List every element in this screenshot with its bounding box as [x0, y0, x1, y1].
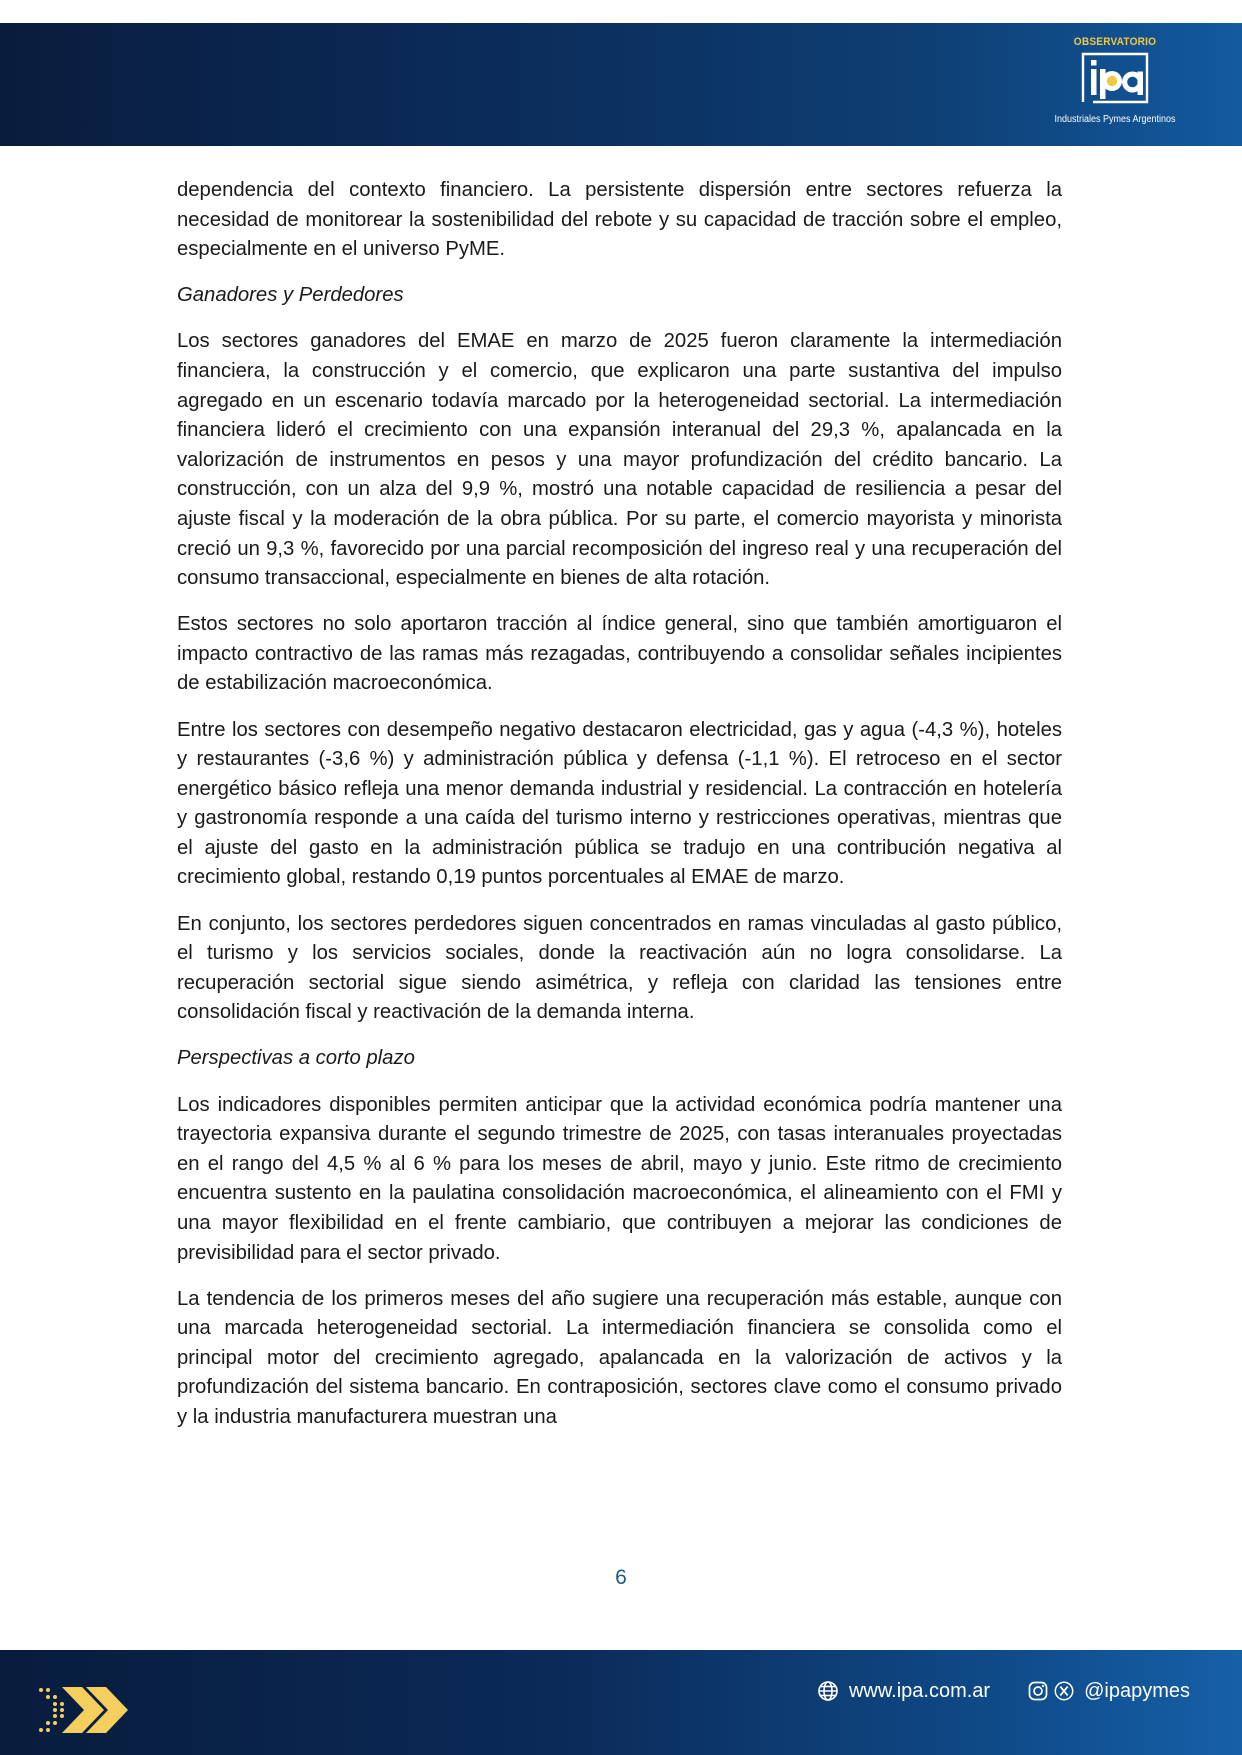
ipa-logo — [1055, 36, 1205, 136]
website-link[interactable] — [817, 1680, 990, 1703]
x-icon[interactable] — [1054, 1681, 1074, 1701]
social-handle: @ipapymes — [1084, 1679, 1190, 1702]
paragraph: Los indicadores disponibles permiten anticipar que la actividad económica podría mantener una trayectoria expansiva durante el segundo trimestre de 2025, con tasas interanuales proyectadas en el rango del 4,5 % al 6 % para los meses de abril, mayo y junio. Este ritmo de crecimiento encuentra sustento en la paulatina consolidación macroeconómica, el alineamiento con el FMI y una mayor flexibilidad en el frente cambiario, que contribuyen a mejorar las condiciones de previsibilidad para el sector privado. — [177, 1093, 1062, 1264]
ipa-logo-mark-icon — [1081, 52, 1149, 104]
paragraph: La tendencia de los primeros meses del año sugiere una recuperación más estable, aunque con una marcada heterogeneidad sectorial. La intermediación financiera se consolida como el principal motor del crecimiento agregado, apalancada en la valorización de activos y la profundización del sistema bancario. En contraposición, sectores clave como el consumo privado y la industria manufacturera muestran una — [177, 1287, 1062, 1428]
double-chevron-arrow-icon — [38, 1687, 128, 1733]
document-body — [177, 176, 1062, 1449]
footer-links — [817, 1676, 1190, 1706]
section-heading-perspectivas: Perspectivas a corto plazo — [177, 1047, 415, 1070]
paragraph: Entre los sectores con desempeño negativo destacaron electricidad, gas y agua (-4,3 %), hoteles y restaurantes (-3,6 %) y administración pública y defensa (-1,1 %). El retroceso en el sector energético básico refleja una menor demanda industrial y residencial. La contracción en hotelería y gastronomía responde a una caída del turismo interno y restricciones operativas, mientras que el ajuste del gasto en la administración pública se tradujo en una contribución negativa al crecimiento global, restando 0,19 puntos porcentuales al EMAE de marzo. — [177, 718, 1062, 889]
instagram-icon[interactable] — [1028, 1681, 1048, 1701]
logo-observatorio-label: OBSERVATORIO — [1073, 36, 1157, 48]
page-header — [0, 23, 1242, 146]
website-url: www.ipa.com.ar — [848, 1679, 991, 1702]
section-heading-ganadores-perdedores: Ganadores y Perdedores — [177, 284, 404, 307]
paragraph: dependencia del contexto financiero. La persistente dispersión entre sectores refuerza la necesidad de monitorear la sostenibilidad del rebote y su capacidad de tracción sobre el empleo, especialmente en el universo PyME. — [177, 179, 1062, 261]
logo-subtitle: Industriales Pymes Argentinos — [1054, 114, 1176, 125]
paragraph: Estos sectores no solo aportaron tracción al índice general, sino que también amortiguaron el impacto contractivo de las ramas más rezagadas, contribuyendo a consolidar señales incipientes de estabilización macroeconómica. — [177, 613, 1062, 695]
page-number: 6 — [615, 1566, 627, 1589]
social-handle-link[interactable] — [1028, 1680, 1190, 1703]
paragraph: Los sectores ganadores del EMAE en marzo de 2025 fueron claramente la intermediación financiera, la construcción y el comercio, que explicaron una parte sustantiva del impulso agregado en un escenario todavía marcado por la heterogeneidad sectorial. La intermediación financiera lideró el crecimiento con una expansión interanual del 29,3 %, apalancada en la valorización de instrumentos en pesos y una mayor profundización del crédito bancario. La construcción, con un alza del 9,9 %, mostró una notable capacidad de resiliencia a pesar del ajuste fiscal y la moderación de la obra pública. Por su parte, el comercio mayorista y minorista creció un 9,3 %, favorecido por una parcial recomposición del ingreso real y una recuperación del consumo transaccional, especialmente en bienes de alta rotación. — [177, 330, 1062, 590]
globe-icon — [817, 1680, 839, 1702]
paragraph: En conjunto, los sectores perdedores siguen concentrados en ramas vinculadas al gasto público, el turismo y los servicios sociales, donde la reactivación aún no logra consolidarse. La recuperación sectorial sigue siendo asimétrica, y refleja con claridad las tensiones entre consolidación fiscal y reactivación de la demanda interna. — [177, 912, 1062, 1024]
page-footer — [0, 1650, 1242, 1755]
